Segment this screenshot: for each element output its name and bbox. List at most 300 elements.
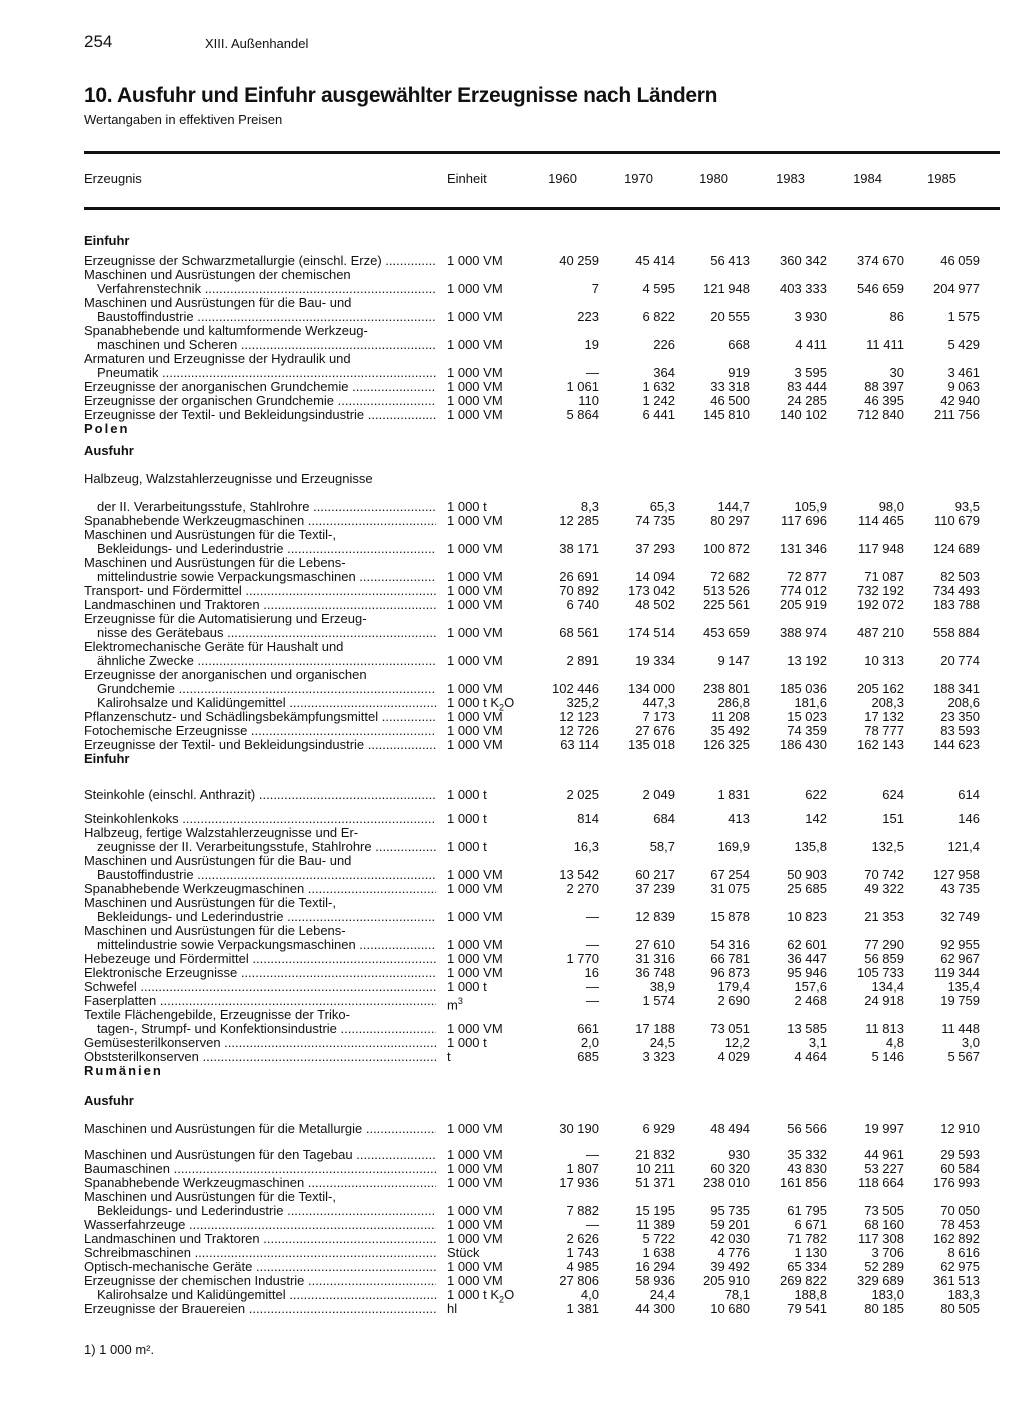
cell-1960: 17 936 xyxy=(559,1175,599,1190)
cell-1960: 685 xyxy=(577,1049,599,1064)
row-label: Baustoffindustrie ..... xyxy=(97,310,436,324)
cell-1970: 37 239 xyxy=(635,881,675,896)
row-label: Baumaschinen ..... xyxy=(84,1162,436,1176)
cell-1984: 117 948 xyxy=(857,541,904,556)
cell-1984: 49 322 xyxy=(864,881,904,896)
cell-1980: 4 776 xyxy=(717,1245,750,1260)
row-unit: 1 000 VM xyxy=(447,1021,503,1036)
cell-1984: 192 072 xyxy=(857,597,904,612)
cell-1985: 162 892 xyxy=(933,1231,980,1246)
row-label: Schwefel ..... xyxy=(84,980,436,994)
row-label: Maschinen und Ausrüstungen für den Tagebau ..... xyxy=(84,1148,436,1162)
row-label: nisse des Gerätebaus ..... xyxy=(97,626,436,640)
row-label: Maschinen und Ausrüstungen für die Bau- und xyxy=(84,854,352,868)
cell-1983: 161 856 xyxy=(780,1175,827,1190)
cell-1984: 151 xyxy=(882,811,904,826)
cell-1983: 62 601 xyxy=(787,937,827,952)
cell-1970: 4 595 xyxy=(642,281,675,296)
row-unit: 1 000 t xyxy=(447,811,487,826)
cell-1985: 119 344 xyxy=(933,965,980,980)
cell-1980: 35 492 xyxy=(710,723,750,738)
cell-1984: 162 143 xyxy=(857,737,904,752)
cell-1960: 325,2 xyxy=(566,695,599,710)
cell-1960: — xyxy=(586,365,599,380)
row-label: Maschinen und Ausrüstungen für die Textil-, xyxy=(84,1190,336,1204)
cell-1970: 36 748 xyxy=(635,965,675,980)
row-unit: 1 000 VM xyxy=(447,309,503,324)
cell-1984: 21 353 xyxy=(864,909,904,924)
row-label: Maschinen und Ausrüstungen für die Metallurgie ..... xyxy=(84,1122,436,1136)
row-label: Rumänien xyxy=(84,1064,163,1078)
row-label: Verfahrenstechnik ..... xyxy=(97,282,436,296)
cell-1960: 40 259 xyxy=(559,253,599,268)
cell-1960: — xyxy=(586,909,599,924)
row-unit: 1 000 t xyxy=(447,979,487,994)
row-unit: t xyxy=(447,1049,451,1064)
cell-1984: 208,3 xyxy=(871,695,904,710)
row-label: Maschinen und Ausrüstungen für die Textil-, xyxy=(84,528,336,542)
row-unit: 1 000 VM xyxy=(447,253,503,268)
cell-1970: 12 839 xyxy=(635,909,675,924)
cell-1983: 135,8 xyxy=(794,839,827,854)
column-header-1980: 1980 xyxy=(699,171,728,186)
cell-1980: 169,9 xyxy=(717,839,750,854)
cell-1983: 43 830 xyxy=(787,1161,827,1176)
row-label: Maschinen und Ausrüstungen für die Lebens- xyxy=(84,556,346,570)
row-label: Baustoffindustrie ..... xyxy=(97,868,436,882)
row-label: Elektronische Erzeugnisse ..... xyxy=(84,966,436,980)
cell-1985: 5 429 xyxy=(947,337,980,352)
row-unit: 1 000 VM xyxy=(447,681,503,696)
cell-1960: — xyxy=(586,979,599,994)
cell-1983: 3,1 xyxy=(808,1035,827,1050)
cell-1983: 205 919 xyxy=(780,597,827,612)
column-header-unit: Einheit xyxy=(447,171,487,186)
row-unit: 1 000 VM xyxy=(447,1121,503,1136)
row-unit: 1 000 VM xyxy=(447,1259,503,1274)
cell-1984: 374 670 xyxy=(857,253,904,268)
cell-1960: 2 626 xyxy=(566,1231,599,1246)
cell-1960: 2 025 xyxy=(566,787,599,802)
cell-1970: 3 323 xyxy=(642,1049,675,1064)
cell-1960: 1 807 xyxy=(566,1161,599,1176)
cell-1970: 15 195 xyxy=(635,1203,675,1218)
cell-1960: 1 061 xyxy=(566,379,599,394)
cell-1985: 124 689 xyxy=(933,541,980,556)
row-unit: 1 000 VM xyxy=(447,597,503,612)
row-label: Maschinen und Ausrüstungen der chemischen xyxy=(84,268,351,282)
cell-1984: 117 308 xyxy=(857,1231,904,1246)
cell-1983: 13 585 xyxy=(787,1021,827,1036)
cell-1960: 13 542 xyxy=(559,867,599,882)
cell-1984: 11 411 xyxy=(866,337,904,352)
row-label: Erzeugnisse für die Automatisierung und Erzeug- xyxy=(84,612,367,626)
cell-1970: 6 822 xyxy=(642,309,675,324)
cell-1985: 19 759 xyxy=(940,993,980,1008)
row-unit: Stück xyxy=(447,1245,480,1260)
row-unit: 1 000 VM xyxy=(447,709,503,724)
cell-1983: 2 468 xyxy=(794,993,827,1008)
cell-1980: 31 075 xyxy=(710,881,750,896)
cell-1984: 132,5 xyxy=(871,839,904,854)
row-unit: 1 000 VM xyxy=(447,1175,503,1190)
cell-1984: 134,4 xyxy=(871,979,904,994)
row-label: Einfuhr xyxy=(84,234,130,248)
cell-1980: 9 147 xyxy=(717,653,750,668)
cell-1985: 558 884 xyxy=(933,625,980,640)
row-label: maschinen und Scheren ..... xyxy=(97,338,436,352)
row-unit: 1 000 VM xyxy=(447,569,503,584)
cell-1983: 105,9 xyxy=(794,499,827,514)
row-unit: 1 000 VM xyxy=(447,407,503,422)
cell-1985: 208,6 xyxy=(947,695,980,710)
cell-1970: 1 242 xyxy=(642,393,675,408)
cell-1960: 16,3 xyxy=(573,839,599,854)
row-unit: 1 000 VM xyxy=(447,583,503,598)
cell-1970: 7 173 xyxy=(642,709,675,724)
cell-1970: 27 676 xyxy=(635,723,675,738)
cell-1984: 546 659 xyxy=(857,281,904,296)
row-unit: 1 000 t xyxy=(447,839,487,854)
row-label: Spanabhebende Werkzeugmaschinen ..... xyxy=(84,1176,436,1190)
cell-1960: 68 561 xyxy=(559,625,599,640)
cell-1960: 12 285 xyxy=(559,513,599,528)
cell-1985: 43 735 xyxy=(940,881,980,896)
cell-1985: 82 503 xyxy=(940,569,980,584)
row-label: Erzeugnisse der Brauereien ..... xyxy=(84,1302,436,1316)
row-label: Bekleidungs- und Lederindustrie ..... xyxy=(97,910,436,924)
cell-1970: 1 574 xyxy=(642,993,675,1008)
cell-1983: 186 430 xyxy=(780,737,827,752)
row-label: Einfuhr xyxy=(84,752,130,766)
cell-1983: 774 012 xyxy=(780,583,827,598)
cell-1985: 188 341 xyxy=(933,681,980,696)
cell-1985: 80 505 xyxy=(940,1301,980,1316)
cell-1970: 1 638 xyxy=(642,1245,675,1260)
row-unit: 1 000 t $K_2O$ xyxy=(447,1287,515,1305)
row-unit: 1 000 VM xyxy=(447,937,503,952)
cell-1970: 174 514 xyxy=(628,625,675,640)
cell-1985: 734 493 xyxy=(933,583,980,598)
cell-1960: 63 114 xyxy=(560,737,599,752)
cell-1985: 5 567 xyxy=(947,1049,980,1064)
cell-1983: 188,8 xyxy=(794,1287,827,1302)
cell-1960: 2,0 xyxy=(580,1035,599,1050)
cell-1980: 80 297 xyxy=(710,513,750,528)
row-label: Bekleidungs- und Lederindustrie ..... xyxy=(97,1204,436,1218)
cell-1985: 11 448 xyxy=(941,1021,980,1036)
cell-1970: 16 294 xyxy=(635,1259,675,1274)
row-label: Textile Flächengebilde, Erzeugnisse der Triko- xyxy=(84,1008,350,1022)
cell-1970: 5 722 xyxy=(642,1231,675,1246)
cell-1960: 2 891 xyxy=(566,653,599,668)
cell-1985: 32 749 xyxy=(940,909,980,924)
cell-1980: 39 492 xyxy=(710,1259,750,1274)
cell-1980: 2 690 xyxy=(717,993,750,1008)
cell-1985: 60 584 xyxy=(940,1161,980,1176)
row-unit: 1 000 t xyxy=(447,1035,487,1050)
cell-1984: 19 997 xyxy=(864,1121,904,1136)
row-unit: 1 000 VM xyxy=(447,653,503,668)
cell-1984: 105 733 xyxy=(857,965,904,980)
cell-1983: 181,6 xyxy=(794,695,827,710)
cell-1960: 8,3 xyxy=(580,499,599,514)
row-label: Bekleidungs- und Lederindustrie ..... xyxy=(97,542,436,556)
cell-1980: 238 801 xyxy=(703,681,750,696)
cell-1960: 30 190 xyxy=(559,1121,599,1136)
cell-1960: 38 171 xyxy=(559,541,599,556)
cell-1983: 83 444 xyxy=(787,379,827,394)
row-label: Erzeugnisse der Textil- und Bekleidungsindustrie ..... xyxy=(84,408,436,422)
cell-1980: 513 526 xyxy=(703,583,750,598)
cell-1983: 4 411 xyxy=(795,337,827,352)
cell-1970: 173 042 xyxy=(628,583,675,598)
cell-1984: 80 185 xyxy=(864,1301,904,1316)
cell-1983: 35 332 xyxy=(787,1147,827,1162)
cell-1983: 622 xyxy=(805,787,827,802)
row-label: Wasserfahrzeuge ..... xyxy=(84,1218,436,1232)
cell-1985: 3 461 xyxy=(947,365,980,380)
cell-1984: 183,0 xyxy=(871,1287,904,1302)
row-label: Ausfuhr xyxy=(84,1094,134,1108)
cell-1983: 140 102 xyxy=(780,407,827,422)
cell-1960: 814 xyxy=(577,811,599,826)
cell-1970: 51 371 xyxy=(635,1175,675,1190)
column-header-1970: 1970 xyxy=(624,171,653,186)
cell-1983: 15 023 xyxy=(787,709,827,724)
cell-1983: 95 946 xyxy=(787,965,827,980)
row-label: tagen-, Strumpf- und Konfektionsindustrie ..... xyxy=(97,1022,436,1036)
cell-1984: 11 813 xyxy=(865,1021,904,1036)
cell-1984: 3 706 xyxy=(871,1245,904,1260)
cell-1985: 176 993 xyxy=(933,1175,980,1190)
cell-1983: 269 822 xyxy=(780,1273,827,1288)
cell-1980: 33 318 xyxy=(710,379,750,394)
row-label: Erzeugnisse der anorganischen und organischen xyxy=(84,668,367,682)
cell-1980: 10 680 xyxy=(710,1301,750,1316)
cell-1984: 329 689 xyxy=(857,1273,904,1288)
cell-1985: 62 975 xyxy=(940,1259,980,1274)
cell-1984: 78 777 xyxy=(864,723,904,738)
cell-1983: 117 696 xyxy=(780,513,827,528)
cell-1980: 453 659 xyxy=(703,625,750,640)
cell-1985: 20 774 xyxy=(940,653,980,668)
column-header-1960: 1960 xyxy=(548,171,577,186)
row-label: Fotochemische Erzeugnisse ..... xyxy=(84,724,436,738)
row-unit: 1 000 VM xyxy=(447,1161,503,1176)
cell-1970: 19 334 xyxy=(635,653,675,668)
cell-1970: 24,4 xyxy=(649,1287,675,1302)
cell-1983: 74 359 xyxy=(787,723,827,738)
cell-1960: 1 770 xyxy=(566,951,599,966)
cell-1970: 11 389 xyxy=(636,1217,675,1232)
cell-1985: 9 063 xyxy=(947,379,980,394)
cell-1980: 205 910 xyxy=(703,1273,750,1288)
cell-1984: 487 210 xyxy=(857,625,904,640)
row-label: Gemüsesterilkonserven ..... xyxy=(84,1036,436,1050)
cell-1984: 30 xyxy=(889,365,904,380)
row-unit: 1 000 t xyxy=(447,499,487,514)
cell-1983: 131 346 xyxy=(780,541,827,556)
cell-1980: 59 201 xyxy=(710,1217,750,1232)
row-label: Steinkohlenkoks ..... xyxy=(84,812,436,826)
cell-1984: 712 840 xyxy=(857,407,904,422)
row-unit: 1 000 VM xyxy=(447,1203,503,1218)
cell-1980: 95 735 xyxy=(710,1203,750,1218)
cell-1985: 42 940 xyxy=(940,393,980,408)
row-label: mittelindustrie sowie Verpackungsmaschinen ..... xyxy=(97,570,436,584)
cell-1983: 25 685 xyxy=(787,881,827,896)
cell-1970: 14 094 xyxy=(635,569,675,584)
cell-1960: 661 xyxy=(577,1021,599,1036)
cell-1985: 211 756 xyxy=(933,407,980,422)
cell-1980: 100 872 xyxy=(703,541,750,556)
row-label: Kalirohsalze und Kalidüngemittel ..... xyxy=(97,696,436,710)
column-header-product: Erzeugnis xyxy=(84,171,142,186)
cell-1960: 19 xyxy=(584,337,599,352)
row-unit: 1 000 VM xyxy=(447,1231,503,1246)
cell-1980: 179,4 xyxy=(717,979,750,994)
row-label: Landmaschinen und Traktoren ..... xyxy=(84,1232,436,1246)
cell-1983: 13 192 xyxy=(787,653,827,668)
row-label: Polen xyxy=(84,422,130,436)
cell-1970: 31 316 xyxy=(635,951,675,966)
row-unit: $m^3$ xyxy=(447,996,463,1013)
row-label: Maschinen und Ausrüstungen für die Lebens- xyxy=(84,924,346,938)
cell-1985: 204 977 xyxy=(933,281,980,296)
row-label: zeugnisse der II. Verarbeitungsstufe, Stahlrohre ..... xyxy=(97,840,436,854)
cell-1970: 6 929 xyxy=(642,1121,675,1136)
cell-1983: 61 795 xyxy=(787,1203,827,1218)
cell-1960: 5 864 xyxy=(566,407,599,422)
cell-1970: 48 502 xyxy=(635,597,675,612)
row-label: Transport- und Fördermittel ..... xyxy=(84,584,436,598)
cell-1984: 17 132 xyxy=(864,709,904,724)
cell-1983: 50 903 xyxy=(787,867,827,882)
cell-1983: 4 464 xyxy=(794,1049,827,1064)
cell-1985: 70 050 xyxy=(940,1203,980,1218)
cell-1983: 403 333 xyxy=(780,281,827,296)
cell-1983: 185 036 xyxy=(780,681,827,696)
cell-1985: 62 967 xyxy=(940,951,980,966)
cell-1983: 36 447 xyxy=(787,951,827,966)
cell-1984: 44 961 xyxy=(864,1147,904,1162)
cell-1984: 10 313 xyxy=(864,653,904,668)
cell-1980: 72 682 xyxy=(710,569,750,584)
cell-1960: 12 123 xyxy=(559,709,599,724)
cell-1960: 2 270 xyxy=(566,881,599,896)
cell-1985: 361 513 xyxy=(933,1273,980,1288)
cell-1984: 53 227 xyxy=(864,1161,904,1176)
cell-1980: 42 030 xyxy=(710,1231,750,1246)
row-label: Steinkohle (einschl. Anthrazit) ..... xyxy=(84,788,436,802)
row-label: Ausfuhr xyxy=(84,444,134,458)
cell-1983: 388 974 xyxy=(780,625,827,640)
cell-1980: 12,2 xyxy=(724,1035,750,1050)
cell-1985: 93,5 xyxy=(954,499,980,514)
cell-1980: 46 500 xyxy=(710,393,750,408)
cell-1980: 930 xyxy=(728,1147,750,1162)
cell-1970: 60 217 xyxy=(635,867,675,882)
row-unit: 1 000 VM xyxy=(447,513,503,528)
cell-1984: 71 087 xyxy=(864,569,904,584)
row-label: Faserplatten ..... xyxy=(84,994,436,1008)
cell-1980: 286,8 xyxy=(717,695,750,710)
cell-1980: 225 561 xyxy=(703,597,750,612)
row-label: mittelindustrie sowie Verpackungsmaschinen ..... xyxy=(97,938,436,952)
cell-1985: 146 xyxy=(958,811,980,826)
cell-1970: 74 735 xyxy=(635,513,675,528)
cell-1970: 134 000 xyxy=(628,681,675,696)
cell-1970: 44 300 xyxy=(635,1301,675,1316)
cell-1984: 46 395 xyxy=(864,393,904,408)
cell-1983: 72 877 xyxy=(787,569,827,584)
table-subtitle: Wertangaben in effektiven Preisen xyxy=(84,112,283,127)
cell-1960: — xyxy=(586,993,599,1008)
cell-1985: 3,0 xyxy=(961,1035,980,1050)
cell-1960: 7 xyxy=(591,281,599,296)
column-header-1983: 1983 xyxy=(776,171,805,186)
row-label: Erzeugnisse der Schwarzmetallurgie (einschl. Erze) ..... xyxy=(84,254,436,268)
cell-1960: 70 892 xyxy=(559,583,599,598)
cell-1960: — xyxy=(586,1217,599,1232)
row-label: Optisch-mechanische Geräte ..... xyxy=(84,1260,436,1274)
cell-1985: 29 593 xyxy=(940,1147,980,1162)
row-unit: 1 000 VM xyxy=(447,965,503,980)
row-unit: 1 000 t $K_2O$ xyxy=(447,695,515,713)
cell-1984: 86 xyxy=(889,309,904,324)
cell-1985: 183 788 xyxy=(933,597,980,612)
cell-1985: 614 xyxy=(958,787,980,802)
cell-1960: 223 xyxy=(577,309,599,324)
cell-1985: 127 958 xyxy=(933,867,980,882)
cell-1970: 6 441 xyxy=(642,407,675,422)
column-header-1984: 1984 xyxy=(853,171,882,186)
cell-1970: 37 293 xyxy=(635,541,675,556)
cell-1980: 238 010 xyxy=(703,1175,750,1190)
cell-1980: 56 413 xyxy=(710,253,750,268)
cell-1983: 79 541 xyxy=(787,1301,827,1316)
cell-1970: 2 049 xyxy=(642,787,675,802)
cell-1980: 126 325 xyxy=(703,737,750,752)
cell-1960: 27 806 xyxy=(559,1273,599,1288)
row-unit: 1 000 VM xyxy=(447,393,503,408)
row-unit: 1 000 VM xyxy=(447,379,503,394)
row-unit: 1 000 VM xyxy=(447,541,503,556)
row-unit: 1 000 VM xyxy=(447,867,503,882)
cell-1970: 17 188 xyxy=(635,1021,675,1036)
cell-1980: 15 878 xyxy=(710,909,750,924)
cell-1983: 1 130 xyxy=(794,1245,827,1260)
cell-1984: 118 664 xyxy=(857,1175,904,1190)
cell-1985: 1 575 xyxy=(947,309,980,324)
row-label: Spanabhebende Werkzeugmaschinen ..... xyxy=(84,882,436,896)
cell-1983: 65 334 xyxy=(787,1259,827,1274)
row-label: Schreibmaschinen ..... xyxy=(84,1246,436,1260)
cell-1984: 77 290 xyxy=(864,937,904,952)
row-unit: 1 000 VM xyxy=(447,881,503,896)
cell-1980: 121 948 xyxy=(703,281,750,296)
cell-1984: 68 160 xyxy=(864,1217,904,1232)
row-unit: 1 000 VM xyxy=(447,1217,503,1232)
cell-1985: 183,3 xyxy=(947,1287,980,1302)
cell-1980: 60 320 xyxy=(710,1161,750,1176)
row-label: Armaturen und Erzeugnisse der Hydraulik und xyxy=(84,352,351,366)
cell-1985: 83 593 xyxy=(940,723,980,738)
cell-1984: 70 742 xyxy=(864,867,904,882)
cell-1984: 52 289 xyxy=(864,1259,904,1274)
cell-1985: 110 679 xyxy=(933,513,980,528)
